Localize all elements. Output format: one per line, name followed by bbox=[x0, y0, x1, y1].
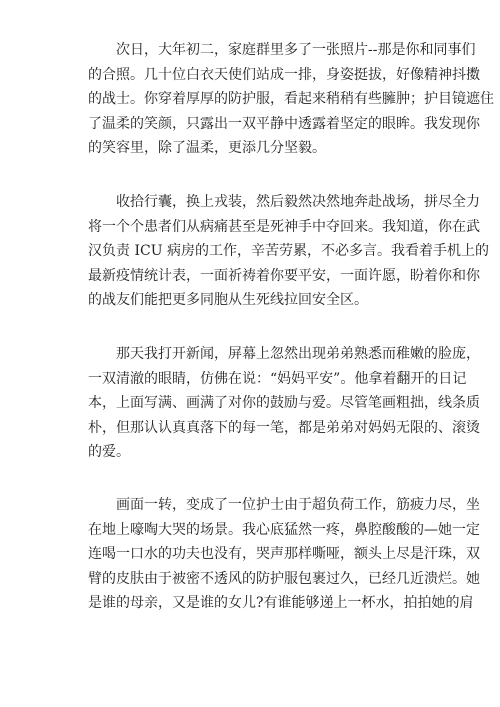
paragraph-news-brother bbox=[88, 342, 480, 465]
text-line: 汉负责 ICU 病房的工作，辛苦劳累，不必多言。我看着手机上的 bbox=[88, 243, 489, 259]
text-line: 的战士。你穿着厚厚的防护服，看起来稍稍有些臃肿；护目镜遮住 bbox=[88, 91, 494, 107]
text-line: 收拾行囊，换上戎装，然后毅然决然地奔赴战场，拼尽全力 bbox=[116, 194, 480, 210]
text-line: 将一个个患者们从病痛甚至是死神手中夺回来。我知道，你在武 bbox=[88, 218, 480, 235]
text-line: 的笑容里，除了温柔，更添几分坚毅。 bbox=[88, 140, 326, 156]
text-line: 那天我打开新闻，屏幕上忽然出现弟弟熟悉而稚嫩的脸庞， bbox=[116, 346, 480, 362]
text-line: 朴，但那认认真真落下的每一笔，都是弟弟对妈妈无限的、滚烫 bbox=[88, 419, 480, 436]
text-line: 画面一转，变成了一位护士由于超负荷工作，筋疲力尽，坐 bbox=[116, 497, 480, 513]
paragraph-nurse-crying bbox=[88, 493, 480, 616]
paragraph-battlefield bbox=[88, 190, 489, 313]
text-line: 了温柔的笑颜，只露出一双平静中透露着坚定的眼眸。我发现你 bbox=[88, 115, 480, 132]
text-line: 连喝一口水的功夫也没有，哭声那样嘶哑，额头上尽是汗珠，双 bbox=[88, 546, 480, 562]
text-line: 的合照。几十位白衣天使们站成一排，身姿挺拔，好像精神抖擞 bbox=[88, 66, 480, 83]
text-line: 是谁的母亲，又是谁的女儿?有谁能够递上一杯水，拍拍她的肩 bbox=[88, 595, 474, 611]
text-line: 臂的皮肤由于被密不透风的防护服包裹过久，已经几近溃烂。她 bbox=[88, 570, 480, 587]
text-line: 一双清澈的眼睛，仿佛在说：“妈妈平安”。他拿着翻开的日记 bbox=[88, 370, 467, 387]
paragraph-group-photo bbox=[88, 38, 494, 161]
text-line: 次日，大年初二，家庭群里多了一张照片--那是你和同事们 bbox=[116, 42, 476, 58]
text-line: 的战友们能把更多同胞从生死线拉回安全区。 bbox=[88, 292, 368, 308]
text-line: 最新疫情统计表，一面祈祷着你要平安，一面许愿，盼着你和你 bbox=[88, 267, 480, 284]
text-line: 本，上面写满、画满了对你的鼓励与爱。尽管笔画粗拙，线条质 bbox=[88, 395, 480, 411]
text-line: 在地上嚎啕大哭的场景。我心底猛然一疼，鼻腔酸酸的—她一定 bbox=[88, 521, 480, 538]
text-line: 的爱。 bbox=[88, 444, 130, 460]
